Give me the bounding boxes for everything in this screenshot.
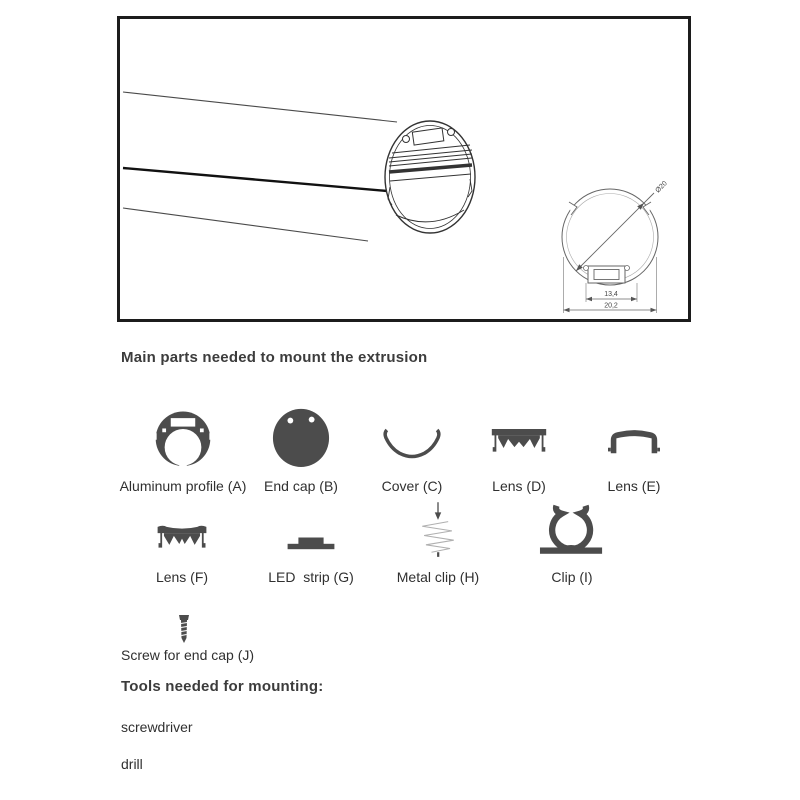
extrusion-technical-drawing — [117, 16, 691, 322]
lens-e-icon — [608, 429, 660, 459]
screw-label: Screw for end cap (J) — [121, 647, 255, 663]
part-lens-e — [596, 400, 672, 494]
tool-item-screwdriver: screwdriver — [121, 719, 193, 735]
part-label: LED strip (G) — [268, 569, 354, 585]
dimension-section — [562, 180, 669, 313]
part-label: Metal clip (H) — [396, 569, 480, 585]
part-metal-clip — [388, 503, 488, 585]
dim-inner-width-label: 13,4 — [604, 291, 618, 298]
end-cap-icon — [271, 406, 331, 468]
part-label: Aluminum profile (A) — [119, 478, 247, 494]
extrusion-drawing-svg — [120, 19, 682, 313]
part-label: Cover (C) — [381, 478, 443, 494]
lens-f-icon — [154, 524, 210, 555]
part-label: Clip (I) — [551, 569, 593, 585]
led-strip-icon — [285, 533, 337, 551]
metal-clip-icon — [413, 501, 463, 559]
part-label: End cap (B) — [264, 478, 338, 494]
clip-icon — [539, 501, 605, 559]
tool-item-drill: drill — [121, 756, 143, 772]
dim-outer-width-label: 20,2 — [604, 302, 618, 310]
part-cover — [370, 400, 454, 494]
part-aluminum-profile — [115, 400, 251, 494]
part-lens-f — [140, 505, 224, 585]
part-lens-d — [482, 400, 556, 494]
tube-perspective — [123, 92, 397, 241]
part-label: Lens (D) — [492, 478, 546, 494]
dim-diameter-label: Ø20 — [654, 180, 669, 195]
part-label: Lens (E) — [607, 478, 661, 494]
aluminum-profile-icon — [152, 404, 214, 468]
part-end-cap — [258, 400, 344, 494]
cover-icon — [383, 427, 441, 460]
lens-d-icon — [490, 428, 548, 459]
parts-heading: Main parts needed to mount the extrusion — [121, 349, 428, 366]
screw-icon — [176, 614, 192, 651]
tools-heading: Tools needed for mounting: — [121, 678, 324, 695]
part-label: Lens (F) — [155, 569, 209, 585]
part-led-strip — [258, 505, 364, 585]
part-clip — [524, 503, 620, 585]
tube-end-section — [385, 121, 475, 233]
